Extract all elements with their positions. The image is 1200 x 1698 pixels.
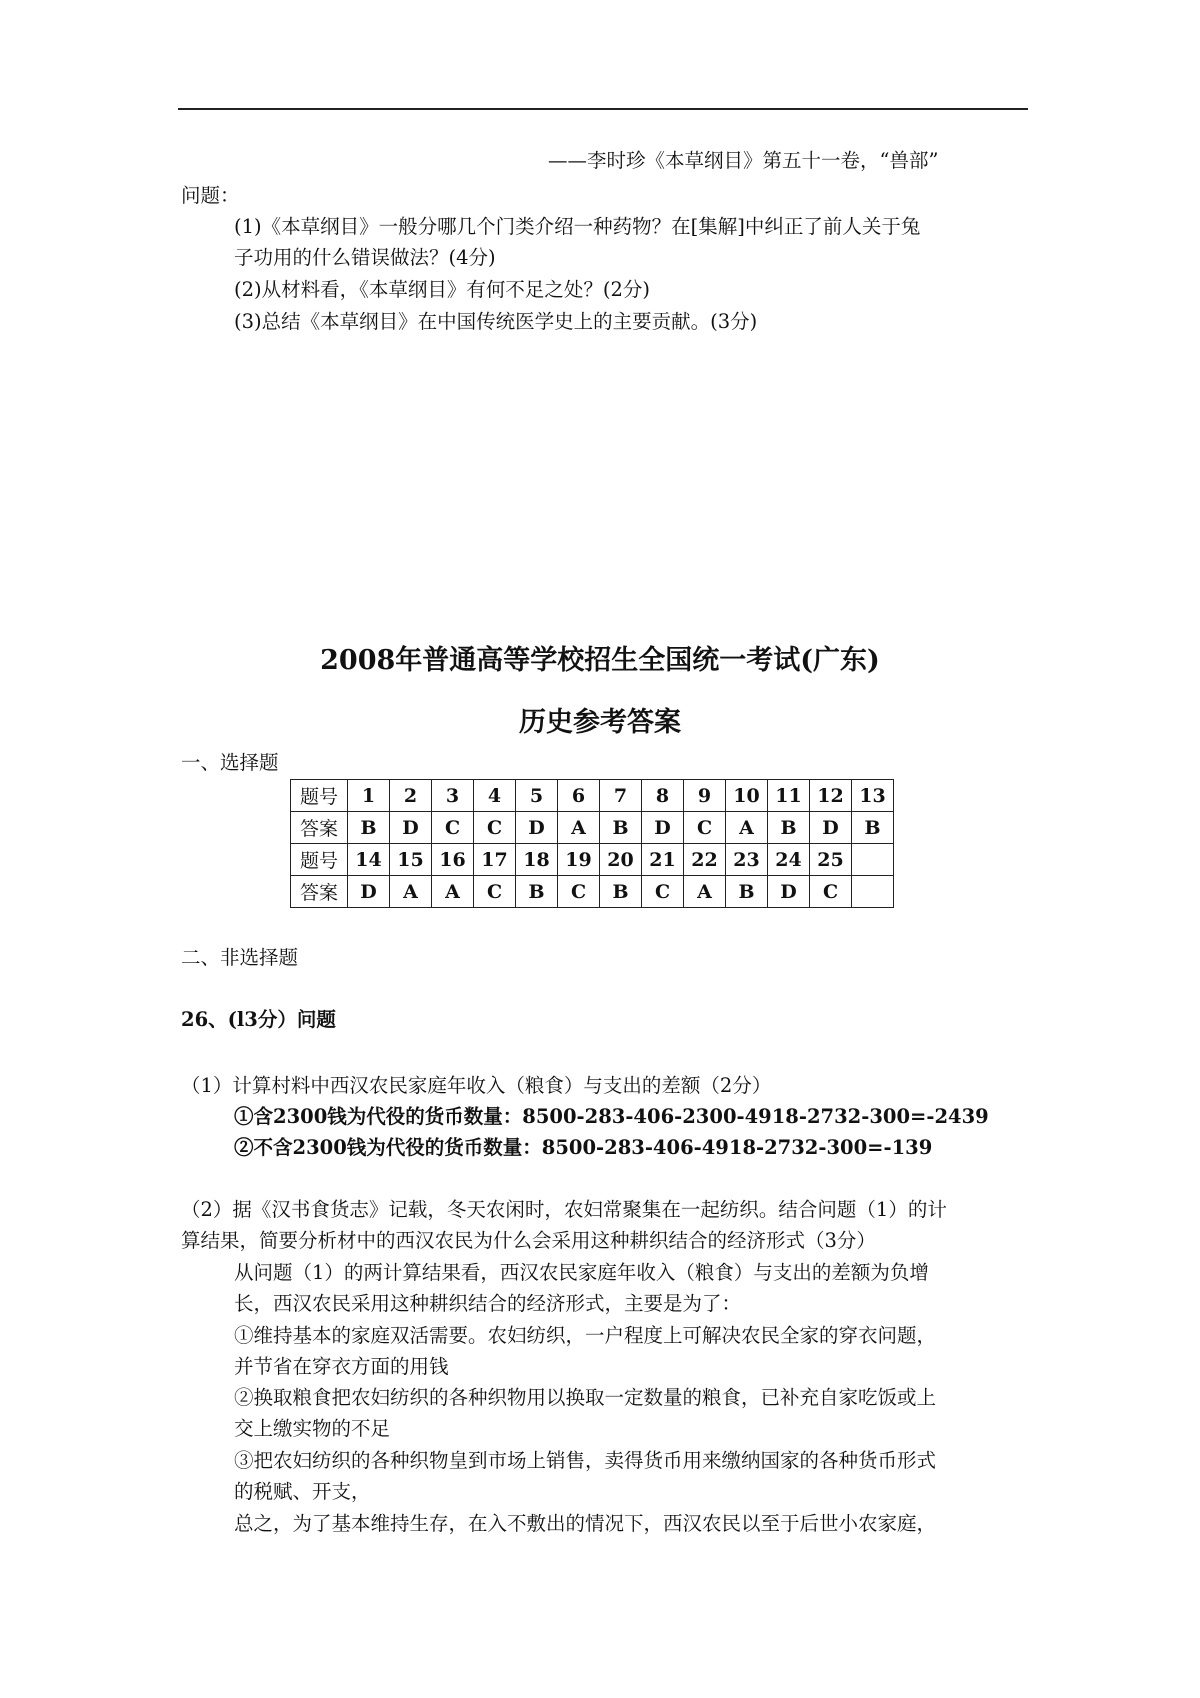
part-2-line-2: 算结果，简要分析材中的西汉农民为什么会采用这种耕织结合的经济形式（3分） — [181, 1229, 876, 1252]
answer-cell: D — [390, 812, 432, 844]
question-number-row — [291, 844, 894, 876]
part-1-answer-a: ①含2300钱为代役的货币数量：8500-283-406-2300-4918-2732-300=-2439 — [234, 1105, 989, 1128]
answer-cell: C — [432, 812, 474, 844]
part-1-title: （1）计算村料中西汉农民家庭年收入（粮食）与支出的差额（2分） — [181, 1074, 772, 1097]
answer-cell: A — [726, 812, 768, 844]
question-number-cell: 2 — [390, 780, 432, 812]
answer-point-1-line-1: ①维持基本的家庭双活需要。农妇纺织，一户程度上可解决农民全家的穿衣问题， — [234, 1324, 937, 1347]
question-number-cell: 14 — [348, 844, 390, 876]
question-3: (3)总结《本草纲目》在中国传统医学史上的主要贡献。(3分) — [234, 310, 758, 333]
page-subtitle: 历史参考答案 — [519, 707, 681, 738]
answer-cell: C — [642, 876, 684, 908]
answer-point-2-line-2: 交上缴实物的不足 — [234, 1417, 391, 1440]
question-number-cell: 24 — [768, 844, 810, 876]
answer-table — [290, 779, 894, 908]
answer-cell: B — [348, 812, 390, 844]
question-number-cell: 9 — [684, 780, 726, 812]
part-1-answer-b: ②不含2300钱为代役的货币数量：8500-283-406-4918-2732-300=-139 — [234, 1136, 933, 1159]
answer-cell: B — [600, 876, 642, 908]
row-label-question: 题号 — [291, 844, 348, 876]
question-number-cell: 6 — [558, 780, 600, 812]
question-number-cell: 19 — [558, 844, 600, 876]
answer-cell: B — [768, 812, 810, 844]
question-number-cell: 22 — [684, 844, 726, 876]
answer-cell: D — [642, 812, 684, 844]
answer-row — [291, 812, 894, 844]
answer-line-1: 从问题（1）的两计算结果看，西汉农民家庭年收入（粮食）与支出的差额为负增 — [234, 1261, 929, 1284]
question-number-cell: 1 — [348, 780, 390, 812]
questions-label: 问题： — [181, 184, 240, 207]
question-26-title: 26、(l3分）问题 — [181, 1008, 336, 1031]
question-number-cell: 17 — [474, 844, 516, 876]
question-number-cell: 12 — [810, 780, 852, 812]
answer-cell: C — [474, 876, 516, 908]
question-1-line-1: (1)《本草纲目》一般分哪几个门类介绍一种药物？在[集解]中纠正了前人关于兔 — [234, 215, 921, 238]
answer-cell: D — [348, 876, 390, 908]
question-number-row — [291, 780, 894, 812]
question-number-cell: 23 — [726, 844, 768, 876]
answer-point-3-line-1: ③把农妇纺织的各种织物皇到市场上销售，卖得货币用来缴纳国家的各种货币形式 — [234, 1449, 937, 1472]
answer-cell: D — [768, 876, 810, 908]
row-label-question: 题号 — [291, 780, 348, 812]
question-number-cell: 20 — [600, 844, 642, 876]
question-number-cell: 18 — [516, 844, 558, 876]
answer-cell: C — [684, 812, 726, 844]
question-number-cell: 25 — [810, 844, 852, 876]
answer-point-3-line-2: 的税赋、开支， — [234, 1480, 371, 1503]
answer-point-2-line-1: ②换取粮食把农妇纺织的各种织物用以换取一定数量的粮食，已补充自家吃饭或上 — [234, 1386, 937, 1409]
answer-cell: D — [516, 812, 558, 844]
question-number-cell — [852, 844, 894, 876]
answer-cell: C — [558, 876, 600, 908]
question-number-cell: 4 — [474, 780, 516, 812]
question-2: (2)从材料看，《本草纲目》有何不足之处？(2分) — [234, 278, 650, 301]
question-number-cell: 8 — [642, 780, 684, 812]
answer-line-2: 长，西汉农民采用这种耕织结合的经济形式，主要是为了： — [234, 1292, 742, 1315]
answer-cell: A — [390, 876, 432, 908]
question-number-cell: 15 — [390, 844, 432, 876]
answer-cell: A — [432, 876, 474, 908]
question-number-cell: 3 — [432, 780, 474, 812]
answer-row — [291, 876, 894, 908]
question-number-cell: 13 — [852, 780, 894, 812]
question-number-cell: 21 — [642, 844, 684, 876]
question-1-line-2: 子功用的什么错误做法？(4分) — [234, 246, 496, 269]
answer-cell: B — [516, 876, 558, 908]
answer-cell: B — [726, 876, 768, 908]
answer-cell: C — [474, 812, 516, 844]
answer-conclusion: 总之，为了基本维持生存，在入不敷出的情况下，西汉农民以至于后世小农家庭， — [234, 1512, 937, 1535]
page-title: 2008年普通高等学校招生全国统一考试(广东) — [320, 645, 880, 676]
answer-cell: C — [810, 876, 852, 908]
question-number-cell: 5 — [516, 780, 558, 812]
answer-cell: A — [558, 812, 600, 844]
section-2-heading: 二、非选择题 — [181, 946, 299, 969]
part-2-line-1: （2）据《汉书食货志》记载，冬天农闲时，农妇常聚集在一起纺织。结合问题（1）的计 — [181, 1198, 947, 1221]
row-label-answer: 答案 — [291, 876, 348, 908]
question-number-cell: 16 — [432, 844, 474, 876]
question-number-cell: 10 — [726, 780, 768, 812]
answer-cell: D — [810, 812, 852, 844]
question-number-cell: 7 — [600, 780, 642, 812]
question-number-cell: 11 — [768, 780, 810, 812]
answer-cell: B — [852, 812, 894, 844]
citation: ——李时珍《本草纲目》第五十一卷，“兽部” — [548, 149, 939, 172]
top-rule — [178, 108, 1028, 110]
answer-cell: A — [684, 876, 726, 908]
section-1-heading: 一、选择题 — [181, 751, 279, 774]
answer-cell: B — [600, 812, 642, 844]
answer-point-1-line-2: 并节省在穿衣方面的用钱 — [234, 1355, 449, 1378]
row-label-answer: 答案 — [291, 812, 348, 844]
answer-cell — [852, 876, 894, 908]
